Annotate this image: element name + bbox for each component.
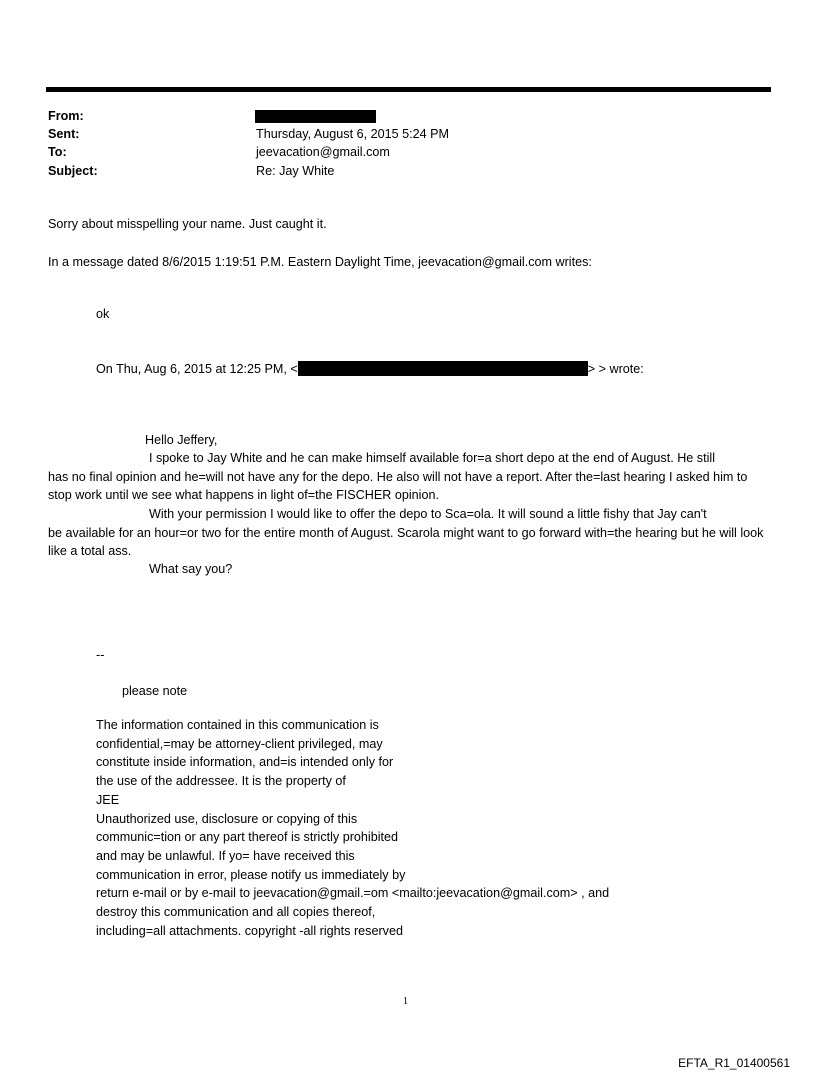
signature-separator: -- [96,648,105,662]
sent-value: Thursday, August 6, 2015 5:24 PM [256,127,449,141]
disclaimer-line: the use of the addressee. It is the property of [96,774,346,789]
body-line-quote-intro: In a message dated 8/6/2015 1:19:51 P.M. Eastern Daylight Time, jeevacation@gmail.com writes: [48,255,592,269]
disclaimer-line: communication in error, please notify us immediately by [96,867,406,882]
to-label: To: [48,145,67,159]
quoted-paragraph-1-rest: has no final opinion and he=will not have any for the depo. He also will not have a report. After the=last hearing I asked him to stop work until we see what happens in light of=the FISCHER opinion. [48,469,748,503]
sent-label: Sent: [48,127,80,141]
please-note: please note [122,684,188,698]
quoted-paragraph-1 [48,449,768,505]
to-value: jeevacation@gmail.com [256,145,390,159]
disclaimer-line: confidential,=may be attorney-client privileged, may [96,736,383,751]
quoted-paragraph-2-rest: be available for an hour=or two for the entire month of August. Scarola might want to go forward with=the hearing but he will look like a total ass. [48,525,764,559]
disclaimer-line: Unauthorized use, disclosure or copying of this [96,811,358,826]
disclaimer-line: constitute inside information, and=is intended only for [96,755,394,770]
from-label: From: [48,109,84,123]
quoted-greeting: Hello Jeffery, [145,433,218,447]
disclaimer-line: return e-mail or by e-mail to jeevacation@gmail.=om <mailto:jeevacation@gmail.com> , and [96,886,610,901]
disclaimer-line: JEE [96,792,120,807]
subject-value: Re: Jay White [256,164,335,178]
quoted-paragraph-1-first: I spoke to Jay White and he can make himself available for=a short depo at the end of August. He still [149,451,715,465]
header-rule [46,87,771,92]
disclaimer-line: including=all attachments. copyright -all rights reserved [96,923,403,938]
reply-ok: ok [96,307,110,321]
page-number: 1 [403,996,408,1007]
redacted-from-value [255,110,376,123]
quoted-closing: What say you? [149,562,233,576]
quote-attribution-suffix: > > wrote: [587,362,644,376]
quote-attribution [96,361,644,376]
document-id: EFTA_R1_01400561 [678,1056,790,1070]
quoted-paragraph-2 [48,505,768,561]
disclaimer-line: and may be unlawful. If yo= have received this [96,848,355,863]
disclaimer-line: communic=tion or any part thereof is strictly prohibited [96,830,399,845]
quote-attribution-prefix: On Thu, Aug 6, 2015 at 12:25 PM, < [96,362,298,376]
disclaimer-block [96,716,776,940]
quoted-paragraph-2-first: With your permission I would like to offer the depo to Sca=ola. It will sound a little fishy that Jay can't [149,507,707,521]
body-line-apology: Sorry about misspelling your name. Just caught it. [48,217,327,231]
redacted-sender-email [298,361,588,376]
disclaimer-line: destroy this communication and all copies thereof, [96,905,376,920]
subject-label: Subject: [48,164,98,178]
disclaimer-line: The information contained in this communication is [96,718,379,732]
